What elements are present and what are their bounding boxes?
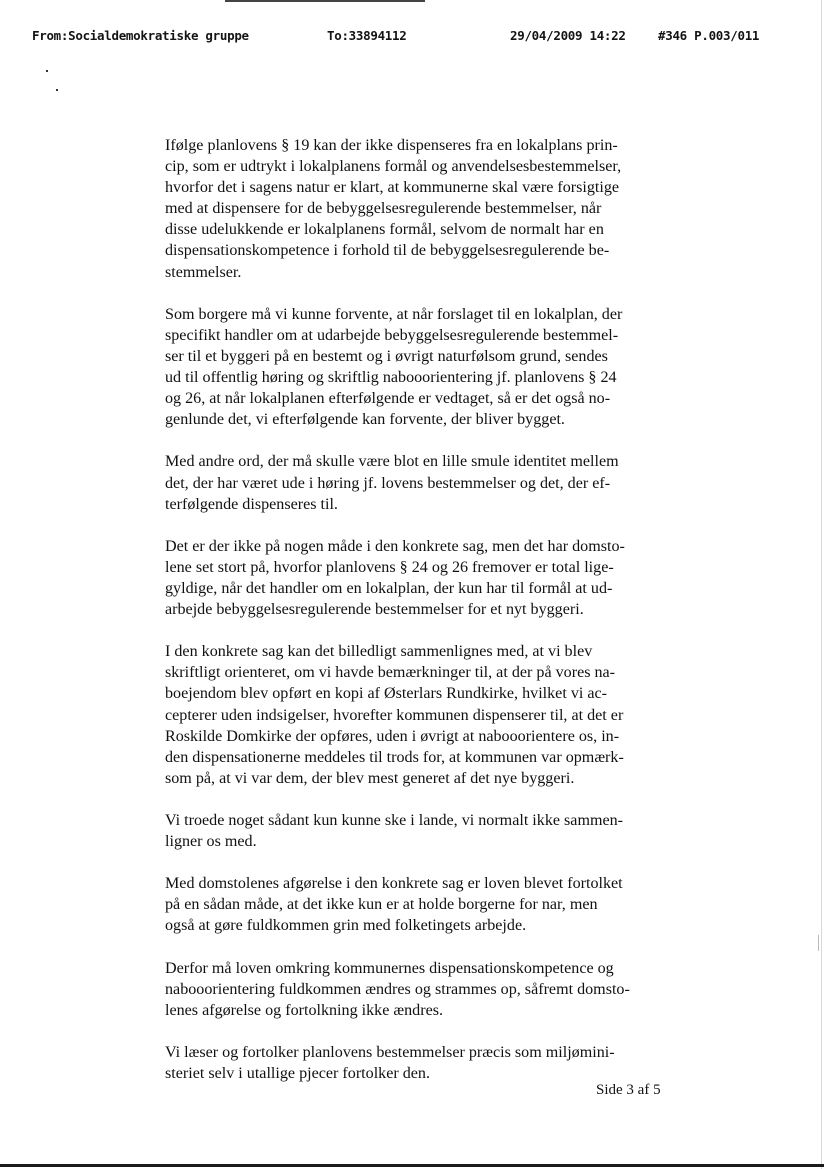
paragraph-line: den dispensationerne meddeles til trods for, at kommunen var opmærk- bbox=[165, 748, 624, 766]
paragraph-line: på en sådan måde, at det ikke kun er at holde borgerne for nar, men bbox=[165, 896, 598, 914]
scan-speck bbox=[56, 89, 58, 91]
paragraph-line: Roskilde Domkirke der opføres, uden i øvrigt at nabooorientere os, in- bbox=[165, 727, 620, 745]
paragraph-line: Ifølge planlovens § 19 kan der ikke dispenseres fra en lokalplans prin- bbox=[165, 137, 618, 154]
paragraph-line: Med domstolenes afgørelse i den konkrete sag er loven blevet fortolket bbox=[165, 875, 623, 893]
scan-mark bbox=[818, 935, 819, 951]
top-edge-rule bbox=[225, 0, 425, 2]
paragraph-line: dispensationskompetence i forhold til de bebyggelsesregulerende be- bbox=[165, 242, 610, 260]
paragraph-line: ligner os med. bbox=[165, 833, 257, 851]
right-scan-edge bbox=[821, 0, 822, 1169]
paragraph-line: nabooorientering fuldkommen ændres og strammes op, såfremt domsto- bbox=[165, 980, 630, 998]
paragraph-line: boejendom blev opført en kopi af Østerlars Rundkirke, hvilket vi ac- bbox=[165, 685, 608, 703]
paragraph-line: Derfor må loven omkring kommunernes dispensationskompetence og bbox=[165, 959, 614, 977]
page-footer: Side 3 af 5 bbox=[596, 1082, 661, 1098]
paragraph-line: lenes afgørelse og fortolkning ikke ændres. bbox=[165, 1001, 443, 1019]
paragraph-line: genlunde det, vi efterfølgende kan forvente, der bliver bygget. bbox=[165, 411, 565, 429]
body-paragraph bbox=[165, 810, 665, 852]
fax-header bbox=[0, 28, 824, 48]
body-paragraph bbox=[165, 536, 665, 620]
body-paragraph bbox=[165, 135, 665, 283]
paragraph-line: cepterer uden indsigelser, hvorefter kommunen dispenserer til, at det er bbox=[165, 706, 624, 724]
fax-from: From:Socialdemokratiske gruppe bbox=[32, 28, 249, 43]
paragraph-line: Med andre ord, der må skulle være blot en lille smule identitet mellem bbox=[165, 453, 619, 471]
paragraph-line: lene set stort på, hvorfor planlovens § 24 og 26 fremover er total lige- bbox=[165, 558, 614, 576]
fax-to: To:33894112 bbox=[327, 28, 407, 43]
paragraph-line: det, der har været ude i høring jf. lovens bestemmelser og det, der ef- bbox=[165, 474, 611, 492]
paragraph-line: Vi troede noget sådant kun kunne ske i lande, vi normalt ikke sammen- bbox=[165, 812, 624, 829]
body-paragraph bbox=[165, 958, 665, 1021]
letter-body bbox=[165, 135, 665, 1105]
paragraph-line: arbejde bebyggelsesregulerende bestemmelser for et nyt byggeri. bbox=[165, 601, 584, 619]
body-paragraph bbox=[165, 873, 665, 936]
paragraph-line: disse udelukkende er lokalplanens formål, selvom de normalt har en bbox=[165, 221, 604, 239]
paragraph-line: som på, at vi var dem, der blev mest generet af det nye byggeri. bbox=[165, 769, 575, 787]
body-paragraph bbox=[165, 304, 665, 431]
scan-speck bbox=[46, 70, 48, 72]
paragraph-line: ud til offentlig høring og skriftlig nabooorientering jf. planlovens § 24 bbox=[165, 369, 617, 387]
body-paragraph bbox=[165, 1042, 665, 1084]
paragraph-line: hvorfor det i sagens natur er klart, at kommunerne skal være forsigtige bbox=[165, 179, 620, 197]
paragraph-line: stemmelser. bbox=[165, 263, 242, 281]
fax-page-number: #346 P.003/011 bbox=[658, 28, 760, 43]
paragraph-line: Som borgere må vi kunne forvente, at når forslaget til en lokalplan, der bbox=[165, 305, 623, 323]
paragraph-line: gyldige, når det handler om en lokalplan, der kun har til formål at ud- bbox=[165, 579, 613, 597]
paragraph-line: ser til et byggeri på en bestemt og i øvrigt naturfølsom grund, sendes bbox=[165, 347, 608, 365]
fax-datetime: 29/04/2009 14:22 bbox=[510, 28, 626, 43]
paragraph-line: I den konkrete sag kan det billedligt sammenlignes med, at vi blev bbox=[165, 643, 593, 661]
paragraph-line: cip, som er udtrykt i lokalplanens formål og anvendelsesbestemmelser, bbox=[165, 158, 622, 176]
paragraph-line: specifikt handler om at udarbejde bebyggelsesregulerende bestemmel- bbox=[165, 326, 619, 344]
paragraph-line: Det er der ikke på nogen måde i den konkrete sag, men det har domsto- bbox=[165, 537, 625, 555]
paragraph-line: steriet selv i utallige pjecer fortolker den. bbox=[165, 1065, 430, 1083]
paragraph-line: terfølgende dispenseres til. bbox=[165, 495, 338, 513]
body-paragraph bbox=[165, 451, 665, 514]
paragraph-line: også at gøre fuldkommen grin med folketingets arbejde. bbox=[165, 917, 527, 935]
paragraph-line: med at dispensere for de bebyggelsesregulerende bestemmelser, når bbox=[165, 200, 602, 218]
paragraph-line: Vi læser og fortolker planlovens bestemmelser præcis som miljømini- bbox=[165, 1044, 615, 1062]
bottom-edge-rule bbox=[0, 1164, 824, 1167]
paragraph-line: skriftligt orienteret, om vi havde bemærkninger til, at der på vores na- bbox=[165, 664, 616, 682]
paragraph-line: og 26, at når lokalplanen efterfølgende er vedtaget, så er det også no- bbox=[165, 390, 611, 408]
body-paragraph bbox=[165, 641, 665, 789]
